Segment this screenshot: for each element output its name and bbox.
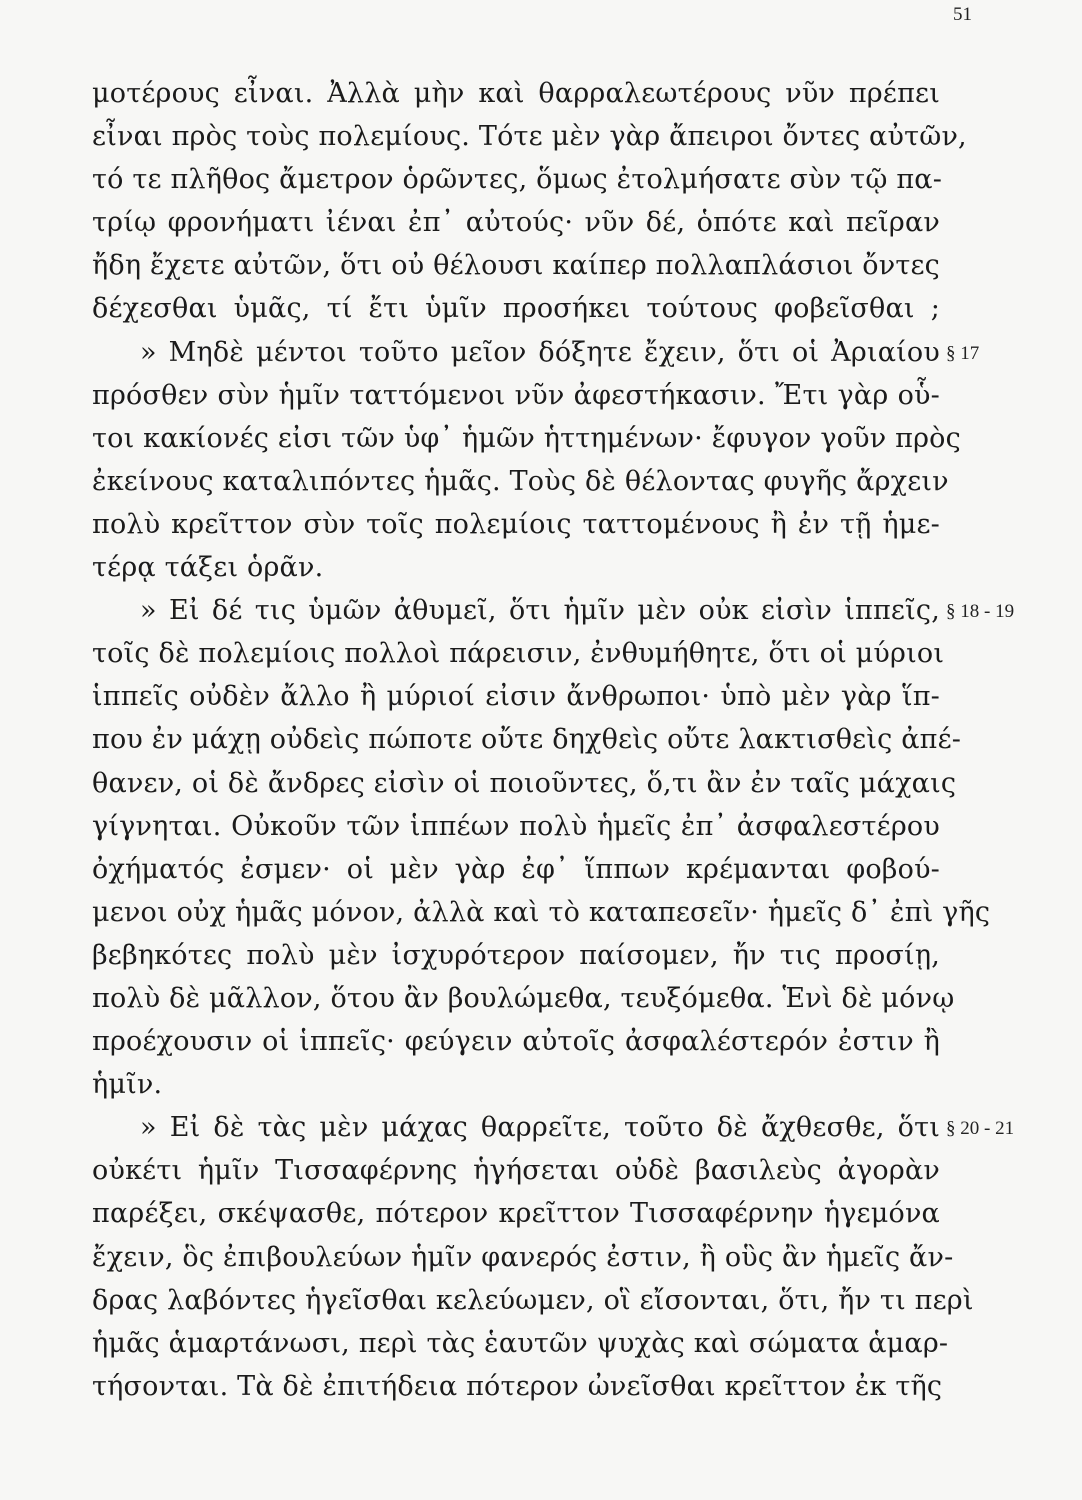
section-marker: § 20 - 21: [946, 1118, 1015, 1140]
section-marker: § 17: [946, 342, 980, 364]
text-line: τέρᾳ τάξει ὁρᾶν.: [92, 552, 324, 584]
text-line: παρέξει, σκέψασθε, πότερον κρεῖττον Τισσαφέρνην ἡγεμόνα: [92, 1198, 940, 1230]
text-line: θανεν, οἱ δὲ ἄνδρες εἰσὶν οἱ ποιοῦντες, ὅ,τι ἂν ἐν ταῖς μάχαις: [92, 767, 957, 799]
text-line: δέχεσθαι ὑμᾶς, τί ἔτι ὑμῖν προσήκει τούτους φοβεῖσθαι ;: [92, 293, 940, 325]
text-line: οὐκέτι ἡμῖν Τισσαφέρνης ἡγήσεται οὐδὲ βασιλεὺς ἀγορὰν: [92, 1155, 940, 1187]
text-line: μοτέρους εἶναι. Ἀλλὰ μὴν καὶ θαρραλεωτέρους νῦν πρέπει: [92, 78, 940, 109]
text-line: προέχουσιν οἱ ἱππεῖς· φεύγειν αὐτοῖς ἀσφαλέστερόν ἐστιν ἢ: [92, 1026, 940, 1058]
text-line: που ἐν μάχῃ οὐδεὶς πώποτε οὔτε δηχθεὶς οὔτε λακτισθεὶς ἀπέ-: [92, 724, 962, 756]
text-line: πολὺ κρεῖττον σὺν τοῖς πολεμίοις ταττομένους ἢ ἐν τῇ ἡμε-: [92, 508, 940, 540]
text-line: τό τε πλῆθος ἄμετρον ὁρῶντες, ὅμως ἐτολμήσατε σὺν τῷ πα-: [92, 164, 943, 196]
text-line: πολὺ δὲ μᾶλλον, ὅτου ἂν βουλώμεθα, τευξόμεθα. Ἑνὶ δὲ μόνῳ: [92, 982, 955, 1014]
text-line: ἡμᾶς ἁμαρτάνωσι, περὶ τὰς ἑαυτῶν ψυχὰς καὶ σώματα ἁμαρ-: [92, 1327, 949, 1359]
text-line: πρόσθεν σὺν ἡμῖν ταττόμενοι νῦν ἀφεστήκασιν. Ἔτι γὰρ οὗ-: [92, 379, 940, 411]
text-line: ἐκείνους καταλιπόντες ἡμᾶς. Τοὺς δὲ θέλοντας φυγῆς ἄρχειν: [92, 465, 949, 497]
text-line: ἔχειν, ὃς ἐπιβουλεύων ἡμῖν φανερός ἐστιν, ἢ οὓς ἂν ἡμεῖς ἄν-: [92, 1241, 954, 1273]
text-line: » Μηδὲ μέντοι τοῦτο μεῖον δόξητε ἔχειν, ὅτι οἱ Ἀριαίου: [140, 336, 940, 368]
text-line: γίγνηται. Οὐκοῦν τῶν ἱππέων πολὺ ἡμεῖς ἐπ᾽ ἀσφαλεστέρου: [92, 810, 940, 842]
page-number: 51: [953, 4, 972, 25]
text-line: ὀχήματός ἐσμεν· οἱ μὲν γὰρ ἐφ᾽ ἵππων κρέμανται φοβού-: [92, 853, 940, 885]
text-line: τοῖς δὲ πολεμίοις πολλοὶ πάρεισιν, ἐνθυμήθητε, ὅτι οἱ μύριοι: [92, 638, 945, 670]
text-line: τοι κακίονές εἰσι τῶν ὑφ᾽ ἡμῶν ἡττημένων· ἔφυγον γοῦν πρὸς: [92, 422, 961, 454]
text-line: » Εἰ δὲ τὰς μὲν μάχας θαρρεῖτε, τοῦτο δὲ ἄχθεσθε, ὅτι: [140, 1112, 940, 1144]
text-line: βεβηκότες πολὺ μὲν ἰσχυρότερον παίσομεν, ἤν τις προσίῃ,: [92, 939, 940, 971]
text-line: εἶναι πρὸς τοὺς πολεμίους. Τότε μὲν γὰρ ἄπειροι ὄντες αὐτῶν,: [92, 121, 967, 153]
text-line: ἱππεῖς οὐδὲν ἄλλο ἢ μύριοί εἰσιν ἄνθρωποι· ὑπὸ μὲν γὰρ ἵπ-: [92, 681, 940, 713]
text-line: μενοι οὐχ ἡμᾶς μόνον, ἀλλὰ καὶ τὸ καταπεσεῖν· ἡμεῖς δ᾽ ἐπὶ γῆς: [92, 896, 991, 928]
text-line: τρίῳ φρονήματι ἰέναι ἐπ᾽ αὐτούς· νῦν δέ, ὁπότε καὶ πεῖραν: [92, 207, 940, 239]
text-line: ἤδη ἔχετε αὐτῶν, ὅτι οὐ θέλουσι καίπερ πολλαπλάσιοι ὄντες: [92, 250, 940, 282]
text-line: » Εἰ δέ τις ὑμῶν ἀθυμεῖ, ὅτι ἡμῖν μὲν οὐκ εἰσὶν ἱππεῖς,: [140, 595, 940, 627]
text-line: τήσονται. Τὰ δὲ ἐπιτήδεια πότερον ὠνεῖσθαι κρεῖττον ἐκ τῆς: [92, 1370, 943, 1402]
text-line: δρας λαβόντες ἡγεῖσθαι κελεύωμεν, οἳ εἴσονται, ὅτι, ἤν τι περὶ: [92, 1284, 974, 1316]
text-line: ἡμῖν.: [92, 1069, 163, 1101]
section-marker: § 18 - 19: [946, 601, 1015, 623]
